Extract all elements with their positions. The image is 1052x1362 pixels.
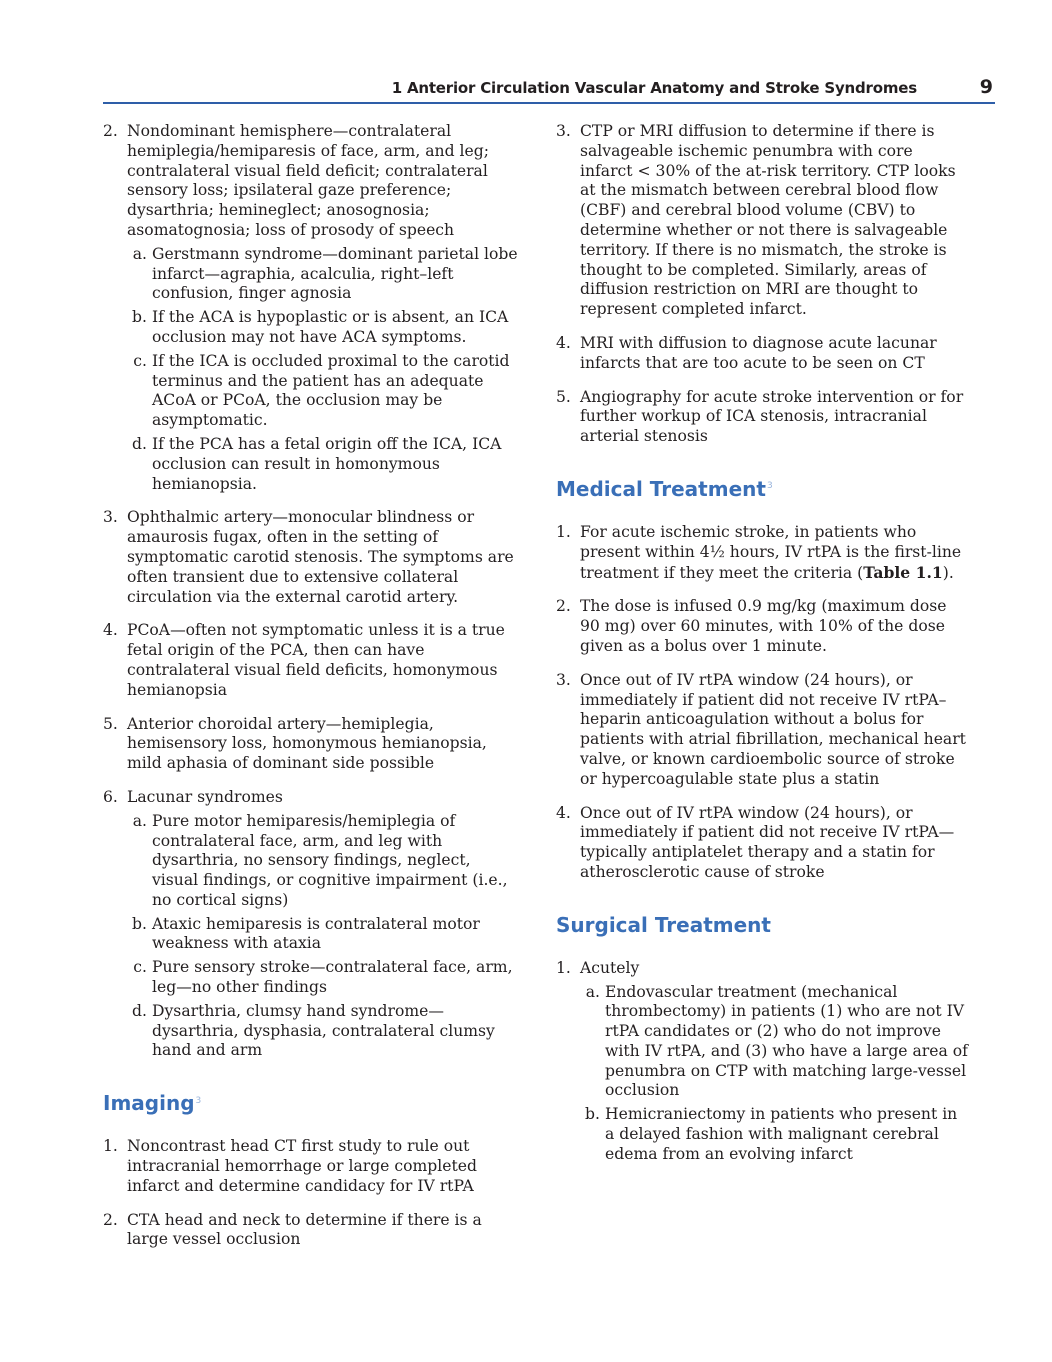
list-item (556, 597, 968, 656)
sub-item-text: Gerstmann syndrome—dominant parietal lobe infarct—agraphia, acalculia, right–left confusion, finger agnosia (152, 244, 518, 303)
item-number: 4. (103, 621, 118, 640)
section-heading-medical-treatment (556, 477, 968, 501)
item-text: Noncontrast head CT first study to rule out intracranial hemorrhage or large completed infarct and determine candidacy for IV rtPA (127, 1137, 477, 1195)
sub-item-text: Dysarthria, clumsy hand syndrome—dysarthria, dysphasia, contralateral clumsy hand and arm (152, 1001, 495, 1060)
sub-list (103, 245, 521, 495)
sub-item (556, 983, 968, 1102)
list-item (103, 1137, 521, 1196)
sub-item-letter: b. (585, 1105, 600, 1124)
heading-text: Medical Treatment (556, 476, 766, 501)
sub-item-text: If the PCA has a fetal origin off the ICA, ICA occlusion can result in homonymous hemianopsia. (152, 434, 502, 493)
sub-item-text: Hemicraniectomy in patients who present in a delayed fashion with malignant cerebral edema from an evolving infarct (605, 1105, 958, 1163)
item-text: MRI with diffusion to diagnose acute lacunar infarcts that are too acute to be seen on CT (580, 333, 937, 372)
heading-text: Surgical Treatment (556, 912, 771, 937)
sub-item-letter: b. (132, 308, 147, 327)
item-text: Angiography for acute stroke intervention or for further workup of ICA stenosis, intracranial arterial stenosis (580, 387, 964, 446)
item-text: Once out of IV rtPA window (24 hours), or immediately if patient did not receive IV rtPA—typically antiplatelet therapy and a statin for atherosclerotic cause of stroke (580, 803, 955, 881)
list-item (103, 1211, 521, 1251)
sub-item (103, 308, 521, 348)
list-item (103, 122, 521, 494)
chapter-title: 1 Anterior Circulation Vascular Anatomy and Stroke Syndromes (391, 79, 917, 97)
list-item (103, 715, 521, 774)
sub-item (103, 435, 521, 494)
sub-item-letter: c. (133, 958, 147, 977)
item-number: 3. (103, 508, 118, 527)
sub-item-text: If the ACA is hypoplastic or is absent, an ICA occlusion may not have ACA symptoms. (152, 308, 509, 346)
left-column (103, 122, 521, 1264)
sub-item (103, 915, 521, 955)
sub-item-letter: a. (585, 982, 600, 1001)
list-item (103, 621, 521, 700)
item-text: Once out of IV rtPA window (24 hours), or immediately if patient did not receive IV rtPA–heparin anticoagulation without a bolus for patients with atrial fibrillation, mechanical heart valve, or known cardioembolic source of stroke or hypercoagulable state plus a statin (580, 670, 966, 788)
sub-item-letter: d. (132, 1001, 147, 1020)
page-number: 9 (979, 76, 993, 98)
sub-item-text: Ataxic hemiparesis is contralateral motor weakness with ataxia (152, 914, 480, 953)
item-number: 2. (103, 1210, 118, 1229)
item-number: 6. (103, 787, 118, 806)
item-text: Acutely (580, 958, 640, 977)
list-item (556, 334, 968, 374)
sub-item-letter: b. (132, 914, 147, 933)
item-text: The dose is infused 0.9 mg/kg (maximum dose 90 mg) over 60 minutes, with 10% of the dose given as a bolus over 1 minute. (580, 597, 947, 655)
item-text-part: For acute ischemic stroke, in patients who present within 4½ hours, IV rtPA is the first-line treatment if they meet the criteria ( (580, 522, 962, 582)
item-number: 2. (103, 122, 118, 140)
sub-item (103, 245, 521, 304)
sub-item-text: If the ICA is occluded proximal to the carotid terminus and the patient has an adequate ACoA or PCoA, the occlusion may be asymptomatic. (152, 351, 510, 430)
item-number: 3. (556, 122, 571, 140)
sub-item-text: Endovascular treatment (mechanical thrombectomy) in patients (1) who are not IV rtPA candidates or (2) who do not improve with IV rtPA, and (3) who have a large area of penumbra on CTP with matching large-vessel occlusion (605, 982, 968, 1100)
section-heading-imaging (103, 1091, 521, 1115)
running-header (103, 78, 995, 104)
item-text: CTP or MRI diffusion to determine if there is salvageable ischemic penumbra with core infarct < 30% of the at-risk territory. CTP looks at the mismatch between cerebral blood flow (CBF) and cerebral blood volume (CBV) to determine whether or not there is salvageable territory. If there is no mismatch, the stroke is thought to be completed. Similarly, areas of diffusion restriction on MRI are thought to represent completed infarct. (580, 122, 956, 319)
sub-item (103, 958, 521, 998)
list-item (103, 788, 521, 1061)
item-number: 1. (556, 522, 571, 541)
sub-item-letter: a. (132, 811, 147, 830)
list-item (103, 508, 521, 607)
right-column (556, 122, 968, 1179)
sub-item (556, 1105, 968, 1164)
item-text-part: ). (942, 563, 954, 582)
item-number: 4. (556, 803, 571, 822)
sub-item (103, 1002, 521, 1061)
item-text: Lacunar syndromes (127, 787, 283, 806)
item-text: Anterior choroidal artery—hemiplegia, hemisensory loss, homonymous hemianopsia, mild aphasia of dominant side possible (127, 714, 487, 773)
item-number: 1. (556, 958, 571, 977)
reference-marker: 3 (766, 481, 773, 492)
item-text (556, 523, 968, 583)
list-item (556, 959, 968, 1165)
list-item (556, 671, 968, 790)
item-number: 5. (556, 387, 571, 406)
sub-list (556, 983, 968, 1165)
item-text: Ophthalmic artery—monocular blindness or amaurosis fugax, often in the setting of symptomatic carotid stenosis. The symptoms are often transient due to extensive collateral circulation via the external carotid artery. (127, 508, 514, 606)
list-item (556, 122, 968, 320)
item-text: CTA head and neck to determine if there is a large vessel occlusion (127, 1210, 482, 1249)
item-number: 5. (103, 714, 118, 733)
table-reference-link[interactable]: Table 1.1 (863, 562, 943, 582)
sub-item-letter: a. (132, 244, 147, 263)
item-number: 2. (556, 597, 571, 616)
list-item (556, 388, 968, 447)
item-number: 3. (556, 670, 571, 689)
sub-item-letter: c. (133, 351, 147, 370)
reference-marker: 3 (195, 1095, 202, 1106)
sub-item-text: Pure motor hemiparesis/hemiplegia of contralateral face, arm, and leg with dysarthria, no sensory findings, neglect, visual findings, or cognitive impairment (i.e., no cortical signs) (152, 811, 508, 909)
sub-item (103, 352, 521, 431)
item-text: Nondominant hemisphere—contralateral hemiplegia/hemiparesis of face, arm, and leg; contralateral visual field deficit; contralateral sensory loss; ipsilateral gaze preference; dysarthria; hemineglect; anosognosia; asomatognosia; loss of prosody of speech (127, 122, 489, 239)
list-item (556, 804, 968, 883)
item-text: PCoA—often not symptomatic unless it is a true fetal origin of the PCA, then can have contralateral visual field deficits, homonymous hemianopsia (127, 621, 505, 699)
section-heading-surgical-treatment (556, 913, 968, 937)
sub-list (103, 812, 521, 1062)
sub-item-text: Pure sensory stroke—contralateral face, arm, leg—no other findings (152, 958, 513, 997)
item-number: 1. (103, 1137, 118, 1156)
item-number: 4. (556, 333, 571, 352)
sub-item (103, 812, 521, 911)
list-item (556, 523, 968, 583)
heading-text: Imaging (103, 1091, 195, 1116)
sub-item-letter: d. (132, 434, 147, 453)
